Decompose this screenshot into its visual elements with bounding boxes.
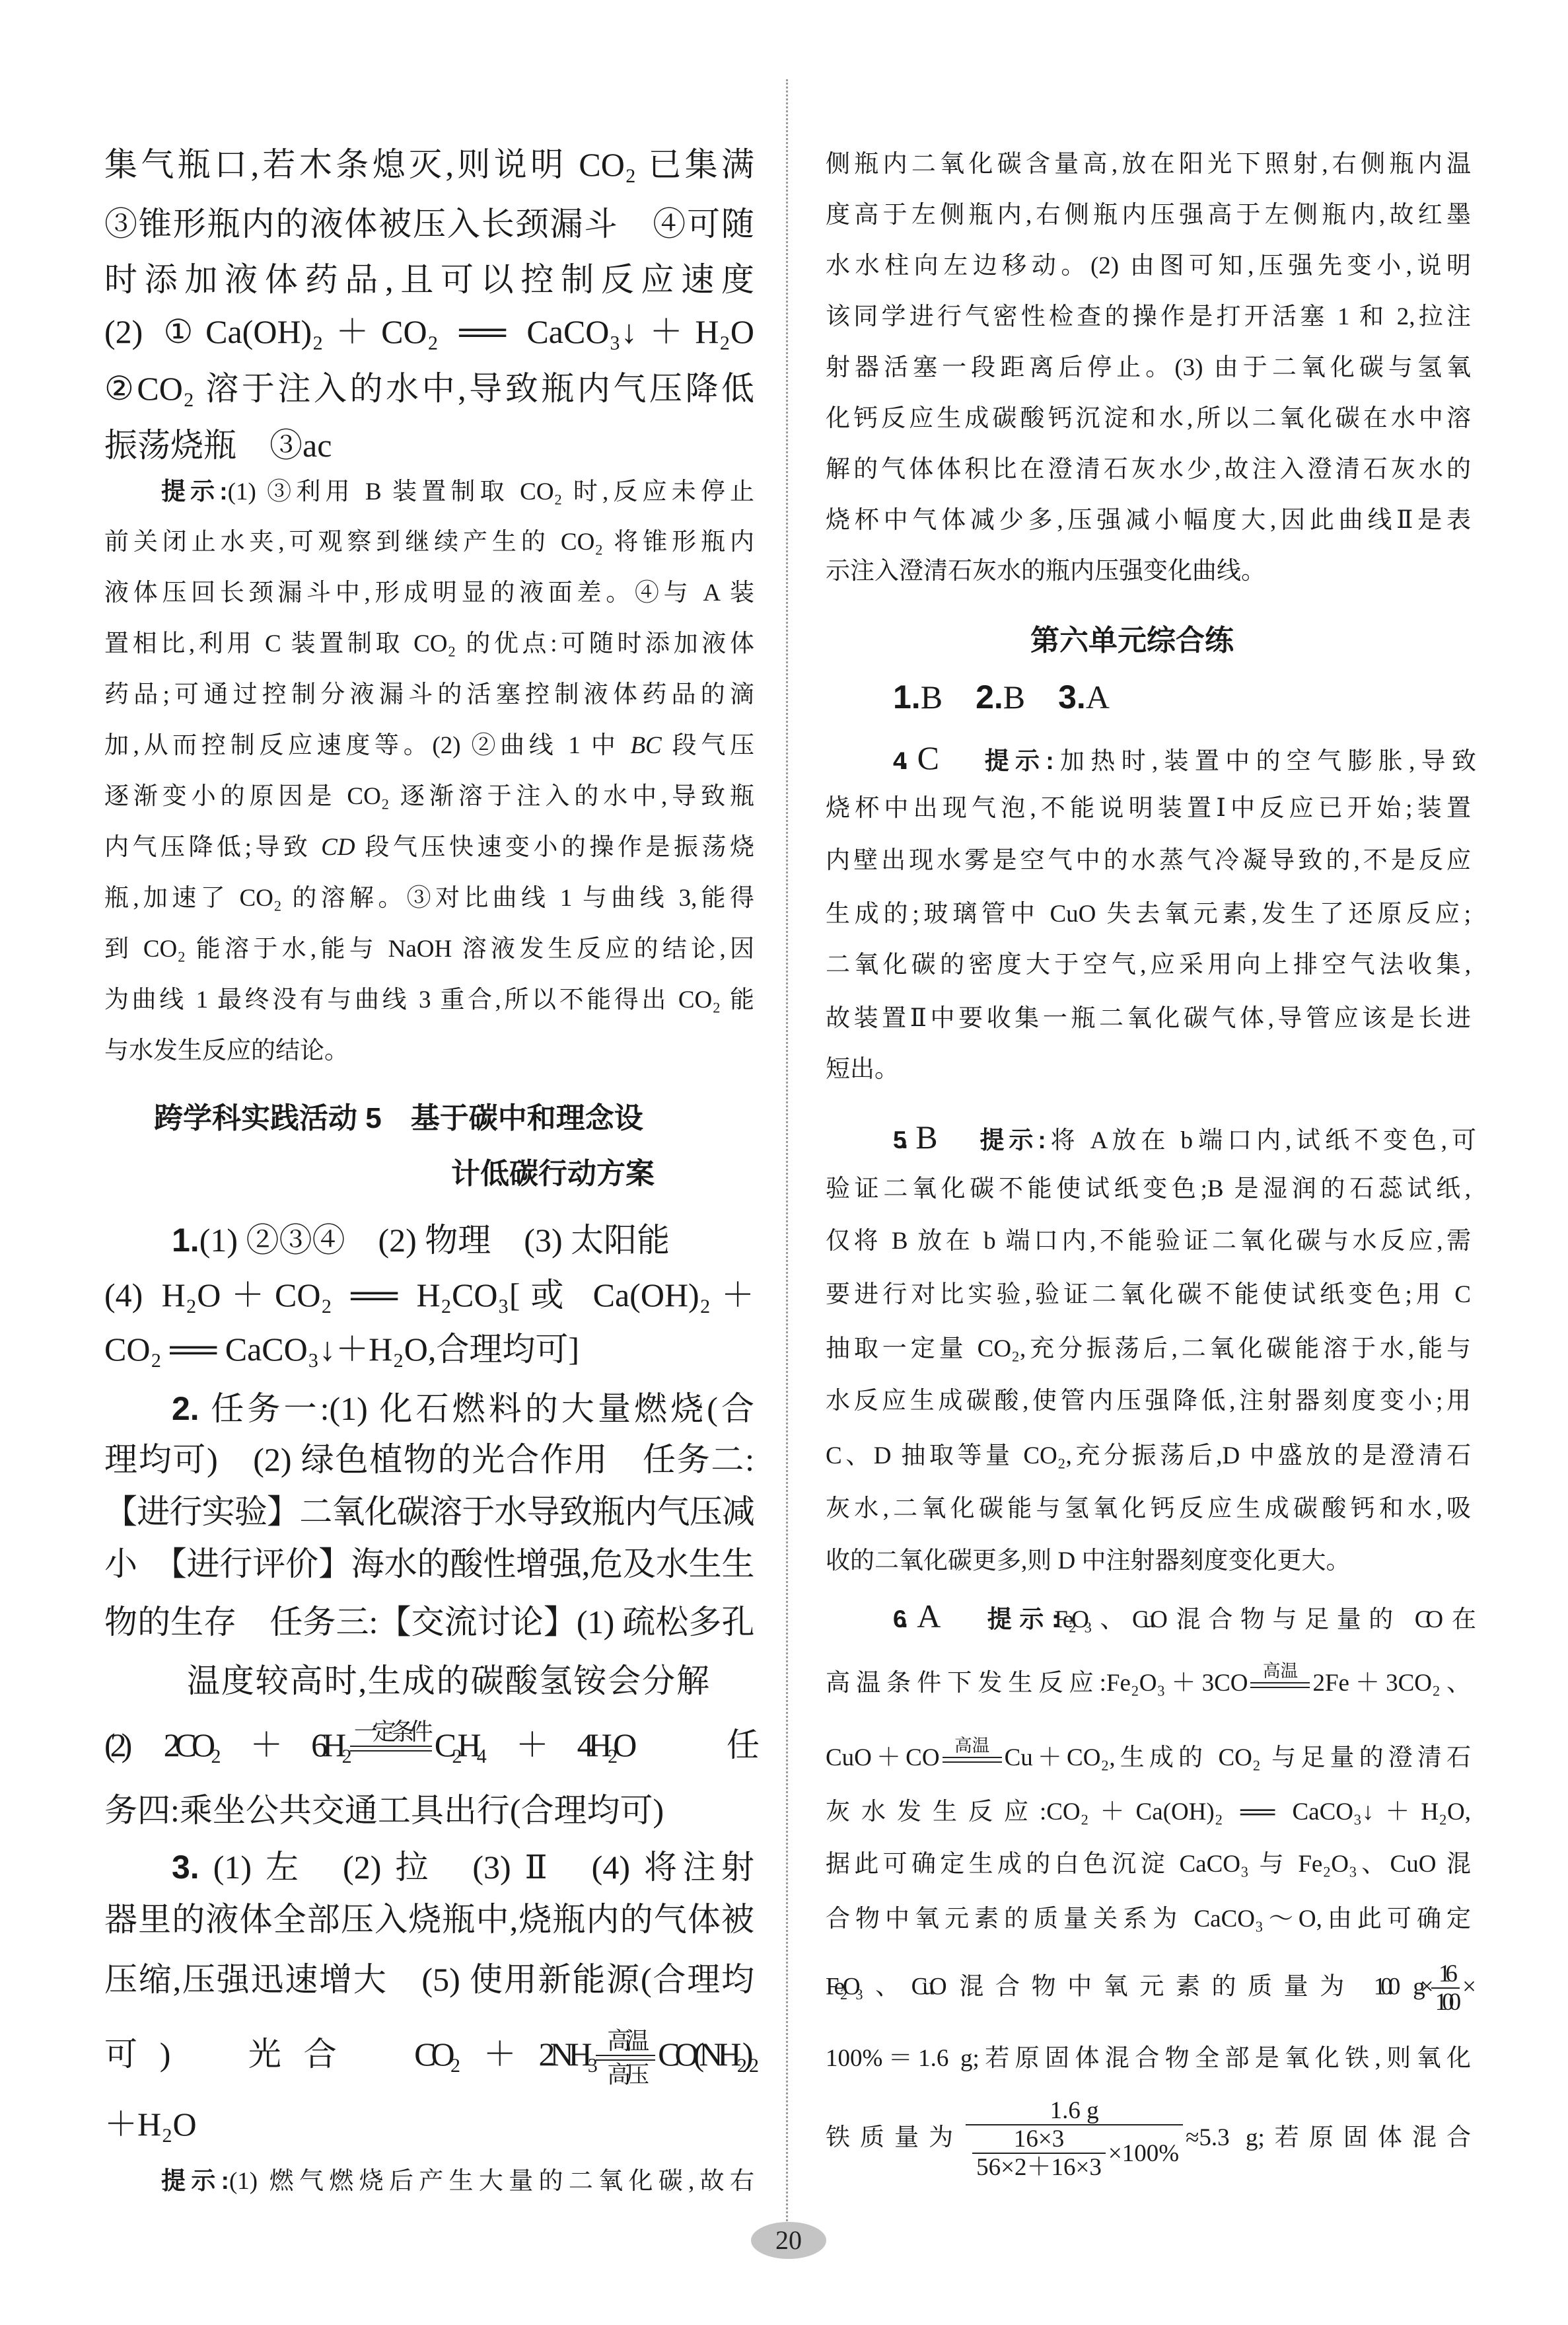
text-run: 液体压回长颈漏斗中,形成明显的液面差。④与 A 装: [104, 579, 754, 607]
text-run: 2Fe＋3CO₂、: [1312, 1670, 1471, 1697]
bold-label: 1.: [172, 1222, 199, 1259]
condition-above: 高温: [607, 2028, 645, 2055]
text-run: 100: [1435, 1988, 1456, 2016]
text-line: [104, 1432, 754, 1487]
reaction-condition-equals: [596, 2029, 655, 2086]
column-divider: [786, 79, 788, 2233]
text-run: 加热时,装置中的空气膨胀,导致: [1048, 748, 1471, 775]
text-line: [826, 1960, 1471, 2016]
text-line: [826, 546, 1471, 597]
text-line: [104, 1717, 754, 1773]
text-run: 段气压快速变小的操作是振荡烧: [355, 834, 755, 861]
bold-label: 1.: [893, 679, 921, 716]
text-run: 高温条件下发生反应:Fe₂O₃＋3CO: [826, 1670, 1248, 1697]
text-line: [104, 137, 754, 192]
text-run: 为曲线 1 最终没有与曲线 3 重合,所以不能得出 CO₂ 能: [104, 986, 754, 1014]
text-run: 化钙反应生成碳酸钙沉淀和水,所以二氧化碳在水中溶: [826, 405, 1471, 432]
text-run: 内壁出现水雾是空气中的水蒸气冷凝导致的,不是反应: [826, 847, 1471, 874]
text-line: [172, 1381, 754, 1436]
text-run: 置相比,利用 C 装置制取 CO₂ 的优点:可随时添加液体: [104, 630, 754, 657]
text-line: [826, 994, 1471, 1044]
text-run: (1) ③利用 B 装置制取 CO₂ 时,反应未停止: [227, 478, 755, 505]
bold-label: 提示:: [980, 1126, 1041, 1154]
text-run: 压缩,压强迅速增大 (5) 使用新能源(合理均: [104, 1961, 754, 1998]
text-run: 任务一:(1) 化石燃料的大量燃烧(合: [199, 1390, 754, 1427]
text-run: CuO＋CO: [826, 1744, 940, 1771]
text-run: 短出。: [826, 1056, 899, 1083]
text-run: 瓶,加速了 CO₂ 的溶解。③对比曲线 1 与曲线 3,能得: [104, 885, 754, 912]
text-run: (2) ①Ca(OH)₂＋CO₂ ══ CaCO₃↓＋H₂O: [104, 313, 754, 350]
answer-letter: C: [902, 739, 985, 776]
text-line: [104, 772, 754, 822]
text-line: [893, 1112, 1471, 1162]
text-line: [826, 190, 1471, 240]
text-run: (4) H₂O＋CO₂ ══ H₂CO₃[或 Ca(OH)₂＋: [104, 1276, 754, 1313]
text-line: [104, 517, 754, 568]
text-line: [826, 1324, 1471, 1374]
fraction: [1431, 1962, 1460, 2016]
text-line: [826, 1270, 1471, 1320]
text-run: ③锥形瓶内的液体被压入长颈漏斗 ④可随: [104, 205, 754, 242]
text-line: [826, 1484, 1471, 1534]
text-run: (1) 左 (2) 拉 (3) Ⅱ (4) 将注射: [199, 1849, 754, 1886]
text-run: B: [920, 679, 976, 716]
text-run: A: [1085, 679, 1110, 716]
text-run: 务四:乘坐公共交通工具出行(合理均可): [104, 1792, 664, 1829]
text-run: 验证二氧化碳不能使试纸变色;B 是湿润的石蕊试纸,: [826, 1175, 1471, 1202]
bold-label: 提示:: [161, 478, 228, 505]
text-run: B: [1003, 679, 1059, 716]
text-line: [826, 1733, 1471, 1783]
text-run: ×: [1462, 1973, 1471, 2001]
text-run: 抽取一定量 CO₂,充分振荡后,二氧化碳能溶于水,能与: [826, 1335, 1471, 1362]
text-line: [104, 1594, 754, 1650]
text-run: 解的气体体积比在澄清石灰水少,故注入澄清石灰水的: [826, 456, 1471, 483]
condition-above: 一定条件: [353, 1718, 428, 1746]
text-run: 射器活塞一段距离后停止。(3) 由于二氧化碳与氢氧: [826, 354, 1471, 381]
text-run: 要进行对比实验,验证二氧化碳不能使试纸变色;用 C: [826, 1281, 1471, 1308]
text-run: 灰水,二氧化碳能与氢氧化钙反应生成碳酸钙和水,吸: [826, 1495, 1471, 1522]
text-line: [104, 1892, 754, 1947]
text-line: [826, 1431, 1471, 1481]
text-run: C₂H₄＋4H₂O 任: [434, 1726, 754, 1763]
text-run: 侧瓶内二氧化碳含量高,放在阳光下照射,右侧瓶内温: [826, 151, 1471, 178]
fraction: [972, 2127, 1106, 2181]
text-run: 示注入澄清石灰水的瓶内压强变化曲线。: [826, 558, 1265, 585]
text-run: 小 【进行评价】海水的酸性增强,危及水生生: [104, 1545, 754, 1582]
condition-above: 高温: [1262, 1661, 1299, 1681]
page-number: 20: [751, 2222, 826, 2259]
section-heading-unit6: 第六单元综合练: [1030, 624, 1234, 657]
reaction-condition-equals: [1250, 1662, 1310, 1707]
text-line: [104, 670, 754, 720]
text-run: 药品;可通过控制分液漏斗的活塞控制液体药品的滴: [104, 681, 754, 708]
reaction-condition-equals: [943, 1737, 1002, 1782]
text-line: [104, 1321, 754, 1377]
text-line: [826, 1658, 1471, 1709]
text-line: [826, 1045, 1471, 1095]
text-run: Fe₂O₃、CuO 混合物与足量的 CO 在: [1054, 1606, 1471, 1633]
text-line: [104, 823, 754, 873]
text-line: [893, 733, 1471, 783]
text-run: (2) 2CO₂＋6H₂: [104, 1726, 347, 1763]
text-line: [104, 1952, 754, 2007]
reaction-condition-equals: [350, 1720, 432, 1777]
text-run: 100%＝1.6 g;若原固体混合物全部是氧化铁,则氧化: [826, 2045, 1471, 2072]
text-line: [187, 1653, 709, 1709]
text-run: 度高于左侧瓶内,右侧瓶内压强高于左侧瓶内,故红墨: [826, 202, 1471, 229]
text-run: 前关闭止水夹,可观察到继续产生的 CO₂ 将锥形瓶内: [104, 529, 754, 556]
text-run: 时添加液体药品,且可以控制反应速度: [104, 261, 754, 298]
text-line: [826, 940, 1471, 990]
answer-letter: A: [902, 1598, 987, 1635]
text-line: [826, 836, 1471, 886]
text-line: [104, 252, 754, 307]
text-line: [826, 1787, 1471, 1837]
text-line: [104, 924, 754, 975]
text-run: 1.6 g: [1050, 2097, 1099, 2125]
bold-label: 5.: [893, 1126, 903, 1154]
fraction-denominator: [1431, 1987, 1460, 2016]
bold-label: 提示:: [984, 747, 1049, 774]
text-run: 烧杯中出现气泡,不能说明装置Ⅰ中反应已开始;装置: [826, 795, 1471, 822]
section-heading-cross-subject-line2: 计低碳行动方案: [451, 1158, 655, 1190]
condition-below: [386, 1753, 395, 1777]
italic-symbol: BC: [630, 732, 662, 759]
text-run: 将 A 放在 b 端口内,试纸不变色,可: [1040, 1127, 1471, 1154]
double-equals-rule: [943, 1757, 1002, 1763]
condition-above: 高温: [954, 1736, 990, 1756]
text-run: 二氧化碳的密度大于空气,应采用向上排空气法收集,: [826, 951, 1471, 978]
bold-label: 3.: [1058, 679, 1086, 716]
text-run: 故装置Ⅱ中要收集一瓶二氧化碳气体,导管应该是长进: [826, 1005, 1471, 1032]
bold-label: 2.: [172, 1390, 199, 1427]
text-run: CO₂ ══ CaCO₃↓＋H₂O,合理均可]: [104, 1331, 579, 1368]
fraction-numerator: [1046, 2098, 1103, 2124]
text-run: 据此可确定生成的白色沉淀 CaCO₃ 与 Fe₂O₃、CuO 混: [826, 1851, 1471, 1878]
text-run: Fe₂O₃、CuO 混合物中氧元素的质量为 10.0 g×: [826, 1973, 1429, 2001]
text-line: [104, 568, 754, 618]
text-run: 逐渐变小的原因是 CO₂ 逐渐溶于注入的水中,导致瓶: [104, 783, 754, 810]
text-run: 烧杯中气体减少多,压强减小幅度大,因此曲线Ⅱ是表: [826, 507, 1471, 534]
bold-label: 3.: [172, 1849, 199, 1886]
text-line: [826, 1839, 1471, 1890]
text-run: 灰水发生反应:CO₂＋Ca(OH)₂ ══ CaCO₃↓＋H₂O,: [826, 1798, 1471, 1826]
text-run: 物的生存 任务三:【交流讨论】(1) 疏松多孔: [104, 1604, 754, 1641]
text-line: [104, 1267, 754, 1323]
fraction-denominator: [966, 2124, 1183, 2181]
text-line: [104, 1484, 754, 1539]
condition-below: [1274, 1690, 1287, 1708]
text-line: [104, 304, 754, 359]
text-run: 集气瓶口,若木条熄灭,则说明 CO₂ 已集满: [104, 146, 754, 183]
text-run: 铁质量为: [826, 2124, 964, 2151]
text-run: 到 CO₂ 能溶于水,能与 NaOH 溶液发生反应的结论,因: [104, 936, 754, 963]
text-run: ＋H₂O: [104, 2106, 197, 2143]
text-line: [826, 2093, 1471, 2183]
text-run: 内气压降低;导致: [104, 834, 322, 861]
text-run: 加,从而控制反应速度等。(2) ②曲线 1 中: [104, 732, 631, 759]
text-line: [893, 669, 1471, 725]
text-run: 水反应生成碳酸,使管内压强降低,注射器刻度变小;用: [826, 1387, 1471, 1415]
bold-label: 4.: [893, 747, 903, 774]
condition-below: 高压: [607, 2061, 645, 2088]
text-run: CO(NH₂)₂: [658, 2036, 754, 2073]
section-heading-cross-subject-line1: 跨学科实践活动 5 基于碳中和理念设: [154, 1102, 643, 1134]
text-line: [104, 196, 754, 252]
text-line: [104, 2026, 754, 2088]
text-line: [104, 721, 754, 771]
text-line: [826, 1894, 1471, 1944]
text-run: Cu＋CO₂,生成的 CO₂ 与足量的澄清石: [1004, 1744, 1471, 1771]
text-run: 16: [1438, 1960, 1452, 1987]
bold-label: 提示:: [161, 2167, 229, 2194]
bold-label: 提示:: [987, 1605, 1055, 1633]
text-run: (1) ②③④ (2) 物理 (3) 太阳能: [199, 1222, 670, 1259]
text-line: [826, 1376, 1471, 1426]
text-run: 收的二氧化碳更多,则 D 中注射器刻度变化更大。: [826, 1547, 1351, 1574]
text-run: 16×3: [1013, 2125, 1065, 2153]
fraction-numerator: [1010, 2127, 1068, 2153]
text-line: [172, 1212, 754, 1268]
text-run: 【进行实验】二氧化碳溶于水导致瓶内气压减: [104, 1493, 754, 1530]
text-line: [826, 292, 1471, 342]
text-line: [104, 418, 754, 473]
text-run: ×100%: [1108, 2139, 1180, 2167]
double-equals-rule: [350, 1746, 432, 1752]
text-line: [161, 466, 754, 517]
text-line: [826, 241, 1471, 291]
double-equals-rule: [596, 2055, 655, 2061]
text-run: 仅将 B 放在 b 端口内,不能验证二氧化碳与水反应,需: [826, 1228, 1471, 1255]
text-run: 段气压: [661, 732, 754, 759]
text-line: [104, 1026, 754, 1076]
text-line: [826, 889, 1471, 940]
text-line: [104, 619, 754, 669]
text-line: [104, 975, 754, 1025]
text-line: [893, 1591, 1471, 1641]
text-run: ≈5.3 g;若原固体混合: [1186, 2124, 1471, 2151]
text-run: C、D 抽取等量 CO₂,充分振荡后,D 中盛放的是澄清石: [826, 1442, 1471, 1469]
text-run: 器里的液体全部压入烧瓶中,烧瓶内的气体被: [104, 1901, 754, 1938]
answer-letter: B: [902, 1119, 980, 1156]
text-line: [104, 2096, 754, 2152]
bold-label: 2.: [976, 679, 1003, 716]
text-run: ②CO₂ 溶于注入的水中,导致瓶内气压降低: [104, 370, 754, 407]
text-line: [826, 445, 1471, 495]
fraction-denominator: [972, 2153, 1106, 2181]
text-run: 56×2＋16×3: [976, 2153, 1102, 2181]
text-line: [104, 361, 754, 416]
text-run: 温度较高时,生成的碳酸氢铵会分解: [187, 1662, 709, 1699]
text-line: [104, 1783, 754, 1838]
text-run: (1) 燃气燃烧后产生大量的二氧化碳,故右: [229, 2168, 754, 2195]
text-line: [826, 1536, 1471, 1586]
text-run: 该同学进行气密性检查的操作是打开活塞 1 和 2,拉注: [826, 303, 1471, 330]
text-line: [826, 1216, 1471, 1267]
text-line: [161, 2156, 754, 2206]
text-line: [104, 1536, 754, 1592]
condition-below: [966, 1765, 978, 1783]
bold-label: 6.: [893, 1605, 903, 1633]
text-run: 理均可) (2) 绿色植物的光合作用 任务二:: [104, 1441, 754, 1478]
fraction: [966, 2098, 1183, 2181]
text-line: [826, 1164, 1471, 1214]
text-line: [826, 394, 1471, 444]
italic-symbol: CD: [321, 834, 355, 861]
text-run: 可) 光合 CO₂＋2NH₃: [104, 2036, 594, 2073]
text-line: [826, 496, 1471, 546]
text-run: 水水柱向左边移动。(2) 由图可知,压强先变小,说明: [826, 252, 1471, 279]
text-run: 生成的;玻璃管中 CuO 失去氧元素,发生了还原反应;: [826, 901, 1471, 928]
text-run: 振荡烧瓶 ③ac: [104, 427, 332, 464]
text-line: [172, 1839, 754, 1895]
text-run: 合物中氧元素的质量关系为 CaCO₃～O,由此可确定: [826, 1905, 1471, 1933]
text-line: [826, 139, 1471, 190]
text-line: [826, 784, 1471, 834]
double-equals-rule: [1250, 1682, 1310, 1688]
text-line: [104, 873, 754, 924]
text-line: [826, 2034, 1471, 2084]
text-run: 与水发生反应的结论。: [104, 1037, 349, 1064]
fraction-numerator: [1435, 1962, 1456, 1987]
text-line: [826, 343, 1471, 393]
